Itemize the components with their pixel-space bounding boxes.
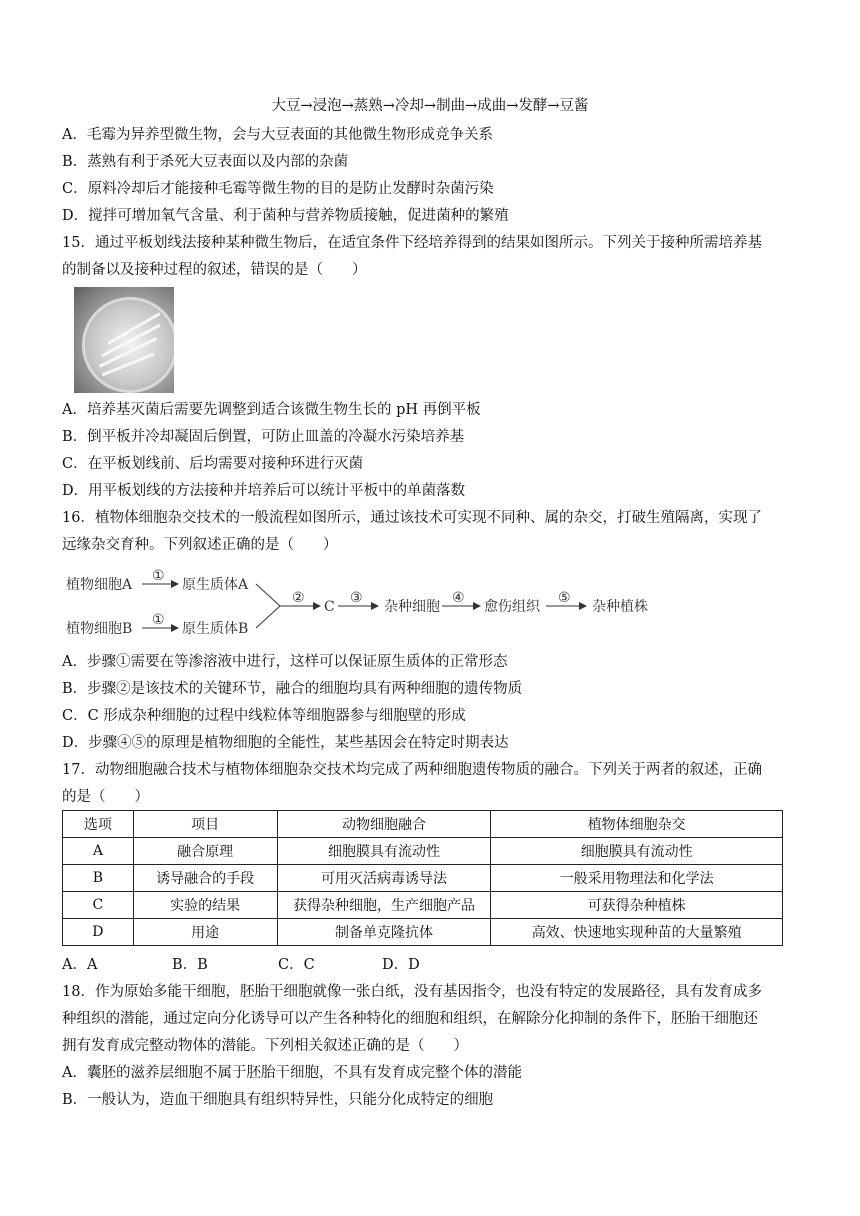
q18-stem: 18．作为原始多能干细胞，胚胎干细胞就像一张白纸，没有基因指令，也没有特定的发展路径，具有发育成多 (62, 984, 762, 1000)
q14-option-b: B．蒸熟有利于杀死大豆表面以及内部的杂菌 (62, 154, 349, 170)
q18-stem-cont: 种组织的潜能，通过定向分化诱导可以产生各种特化的细胞和组织，在解除分化抑制的条件下，胚胎干细胞还 (62, 1011, 758, 1027)
q17-stem-cont: 的是（ ） (62, 789, 149, 805)
step1-b-label: ① (152, 612, 165, 628)
cell-a-label: 植物细胞A (66, 577, 133, 593)
table-row (63, 838, 783, 865)
table-header-row (63, 811, 783, 838)
table-row (63, 919, 783, 946)
protoplast-fusion-flowchart (66, 567, 666, 637)
table-header-cell: 植物体细胞杂交 (491, 811, 783, 838)
step3-label: ③ (350, 590, 363, 606)
table-header-cell: 项目 (133, 811, 277, 838)
q16-option-a: A．步骤①需要在等渗溶液中进行，这样可以保证原生质体的正常形态 (62, 654, 508, 670)
merge-line-a (256, 584, 280, 606)
table-cell: B (63, 865, 134, 892)
petri-dish-photo (74, 287, 174, 393)
table-cell: 可获得杂种植株 (491, 892, 783, 919)
table-cell: D (63, 919, 134, 946)
table-cell: 可用灭活病毒诱导法 (277, 865, 491, 892)
step1-a-label: ① (152, 568, 165, 584)
c-label: C (324, 599, 335, 615)
q15-option-b: B．倒平板并冷却凝固后倒置，可防止皿盖的冷凝水污染培养基 (62, 429, 465, 445)
q16-option-b: B．步骤②是该技术的关键环节，融合的细胞均具有两种细胞的遗传物质 (62, 681, 523, 697)
q15-option-c: C．在平板划线前、后均需要对接种环进行灭菌 (62, 456, 364, 472)
table-row (63, 865, 783, 892)
q17-answer-b: B．B (172, 957, 208, 973)
table-cell: C (63, 892, 134, 919)
table-row (63, 892, 783, 919)
comparison-table (62, 810, 783, 946)
q15-option-d: D．用平板划线的方法接种并培养后可以统计平板中的单菌落数 (62, 483, 466, 499)
q14-option-d: D．搅拌可增加氧气含量、利于菌种与营养物质接触，促进菌种的繁殖 (62, 208, 509, 224)
table-cell: 融合原理 (133, 838, 277, 865)
q16-option-c: C．C 形成杂种细胞的过程中线粒体等细胞器参与细胞壁的形成 (62, 708, 466, 724)
table-cell: A (63, 838, 134, 865)
callus-label: 愈伤组织 (484, 599, 540, 615)
q15-option-a: A．培养基灭菌后需要先调整到适合该微生物生长的 pH 再倒平板 (62, 402, 481, 418)
step4-label: ④ (452, 590, 465, 606)
q18-option-b: B．一般认为，造血干细胞具有组织特异性，只能分化成特定的细胞 (62, 1092, 494, 1108)
q17-answer-a: A．A (62, 957, 98, 973)
protoplast-b-label: 原生质体B (182, 621, 249, 637)
step5-label: ⑤ (558, 590, 571, 606)
protoplast-a-label: 原生质体A (182, 577, 249, 593)
q18-option-a: A．囊胚的滋养层细胞不属于胚胎干细胞，不具有发育成完整个体的潜能 (62, 1065, 522, 1081)
table-cell: 获得杂种细胞，生产细胞产品 (277, 892, 491, 919)
hybrid-plant-label: 杂种植株 (592, 599, 648, 615)
q17-answer-c: C．C (278, 957, 315, 973)
q15-stem: 15．通过平板划线法接种某种微生物后，在适宜条件下经培养得到的结果如图所示。下列关于接种所需培养基 (62, 235, 762, 251)
table-cell: 用途 (133, 919, 277, 946)
table-header-cell: 选项 (63, 811, 134, 838)
q17-answer-d: D．D (382, 957, 420, 973)
table-header-cell: 动物细胞融合 (277, 811, 491, 838)
q18-stem-cont2: 拥有发育成完整动物体的潜能。下列相关叙述正确的是（ ） (62, 1038, 468, 1054)
process-flow-line: 大豆→浸泡→蒸熟→冷却→制曲→成曲→发酵→豆酱 (271, 98, 589, 114)
q14-option-c: C．原料冷却后才能接种毛霉等微生物的目的是防止发酵时杂菌污染 (62, 181, 494, 197)
q14-option-a: A．毛霉为异养型微生物，会与大豆表面的其他微生物形成竞争关系 (62, 127, 493, 143)
table-cell: 实验的结果 (133, 892, 277, 919)
step2-label: ② (292, 590, 305, 606)
petri-dish (82, 297, 174, 393)
q16-stem-cont: 远缘杂交育种。下列叙述正确的是（ ） (62, 537, 338, 553)
q17-stem: 17．动物细胞融合技术与植物体细胞杂交技术均完成了两种细胞遗传物质的融合。下列关于两者的叙述，正确 (62, 762, 762, 778)
table-cell: 诱导融合的手段 (133, 865, 277, 892)
q16-option-d: D．步骤④⑤的原理是植物细胞的全能性，某些基因会在特定时期表达 (62, 735, 509, 751)
q16-stem: 16．植物体细胞杂交技术的一般流程如图所示，通过该技术可实现不同种、属的杂交，打破生殖隔离，实现了 (62, 510, 762, 526)
table-cell: 一般采用物理法和化学法 (491, 865, 783, 892)
hybrid-cell-label: 杂种细胞 (384, 599, 440, 615)
table-cell: 细胞膜具有流动性 (491, 838, 783, 865)
table-cell: 高效、快速地实现种苗的大量繁殖 (491, 919, 783, 946)
cell-b-label: 植物细胞B (66, 621, 133, 637)
table-cell: 制备单克隆抗体 (277, 919, 491, 946)
table-cell: 细胞膜具有流动性 (277, 838, 491, 865)
q15-stem-cont: 的制备以及接种过程的叙述，错误的是（ ） (62, 262, 367, 278)
merge-line-b (256, 606, 280, 628)
